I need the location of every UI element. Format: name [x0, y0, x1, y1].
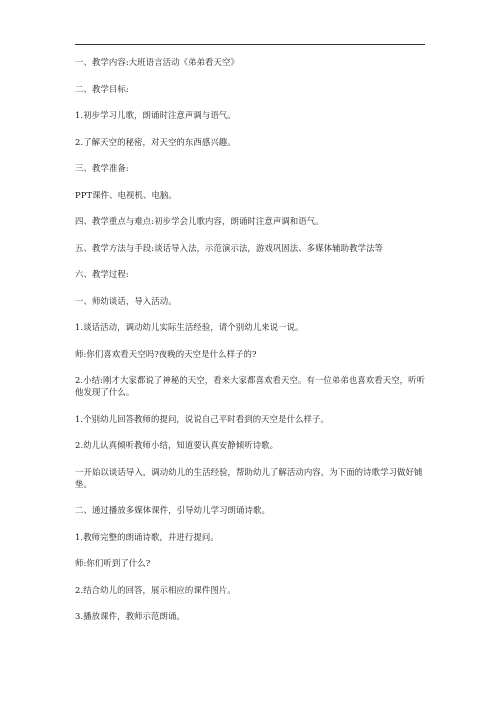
- teacher-question-1: 师:你们喜欢看天空吗?夜晚的天空是什么样子的?: [75, 348, 257, 359]
- child-activity-1: 1.个别幼儿回答教师的提问，说说自己平时看到的天空是什么样子。: [75, 413, 329, 424]
- teacher-question-2: 师:你们听到了什么?: [75, 558, 151, 568]
- step-1-item-2: 2.小结:刚才大家都说了神秘的天空，看来大家都喜欢看天空。有一位弟弟也喜欢看天空，听听他发现了什么。: [75, 375, 426, 397]
- step-2-item-3: 3.播放课件，教师示范朗诵。: [75, 611, 185, 621]
- document-body: [75, 56, 427, 637]
- design-note-1: 一开始以谈话导入，调动幼儿的生活经验，帮助幼儿了解活动内容，为下面的诗歌学习做好铺垫。: [75, 466, 423, 489]
- child-activity-2: 2.幼儿认真倾听教师小结，知道要认真安静倾听诗歌。: [75, 440, 279, 450]
- header-rule: [75, 44, 425, 45]
- step-heading-2: 二、通过播放多媒体课件，引导幼儿学习朗诵诗歌。: [75, 505, 270, 515]
- section-heading-methods: 五、教学方法与手段:谈话导入法，示范演示法，游戏巩固法、多媒体辅助教学法等: [75, 242, 384, 253]
- goal-item-1: 1.初步学习儿歌，朗诵时注意声调与语气。: [75, 110, 236, 120]
- section-heading-preparation: 三、教学准备:: [75, 163, 129, 173]
- step-1-item-1: 1.谈话活动，调动幼儿实际生活经验，请个别幼儿来说一说。: [75, 322, 304, 332]
- preparation-text: PPT课件、电视机、电脑。: [75, 189, 177, 200]
- section-heading-process: 六、教学过程:: [75, 269, 129, 279]
- section-heading-key-points: 四、教学重点与难点:初步学会儿歌内容，朗诵时注意声调和语气。: [75, 216, 324, 226]
- section-heading-content: 一、教学内容:大班语言活动《弟弟看天空》: [75, 57, 239, 67]
- step-2-item-1: 1.教师完整的朗诵诗歌，并进行提问。: [75, 531, 219, 542]
- step-heading-1: 一、师幼谈话，导入活动。: [75, 295, 177, 306]
- step-2-item-2: 2.结合幼儿的回答，展示相应的课件图片。: [75, 584, 236, 595]
- section-heading-goals: 二、教学目标:: [75, 83, 129, 94]
- goal-item-2: 2.了解天空的秘密，对天空的东西感兴趣。: [75, 136, 236, 147]
